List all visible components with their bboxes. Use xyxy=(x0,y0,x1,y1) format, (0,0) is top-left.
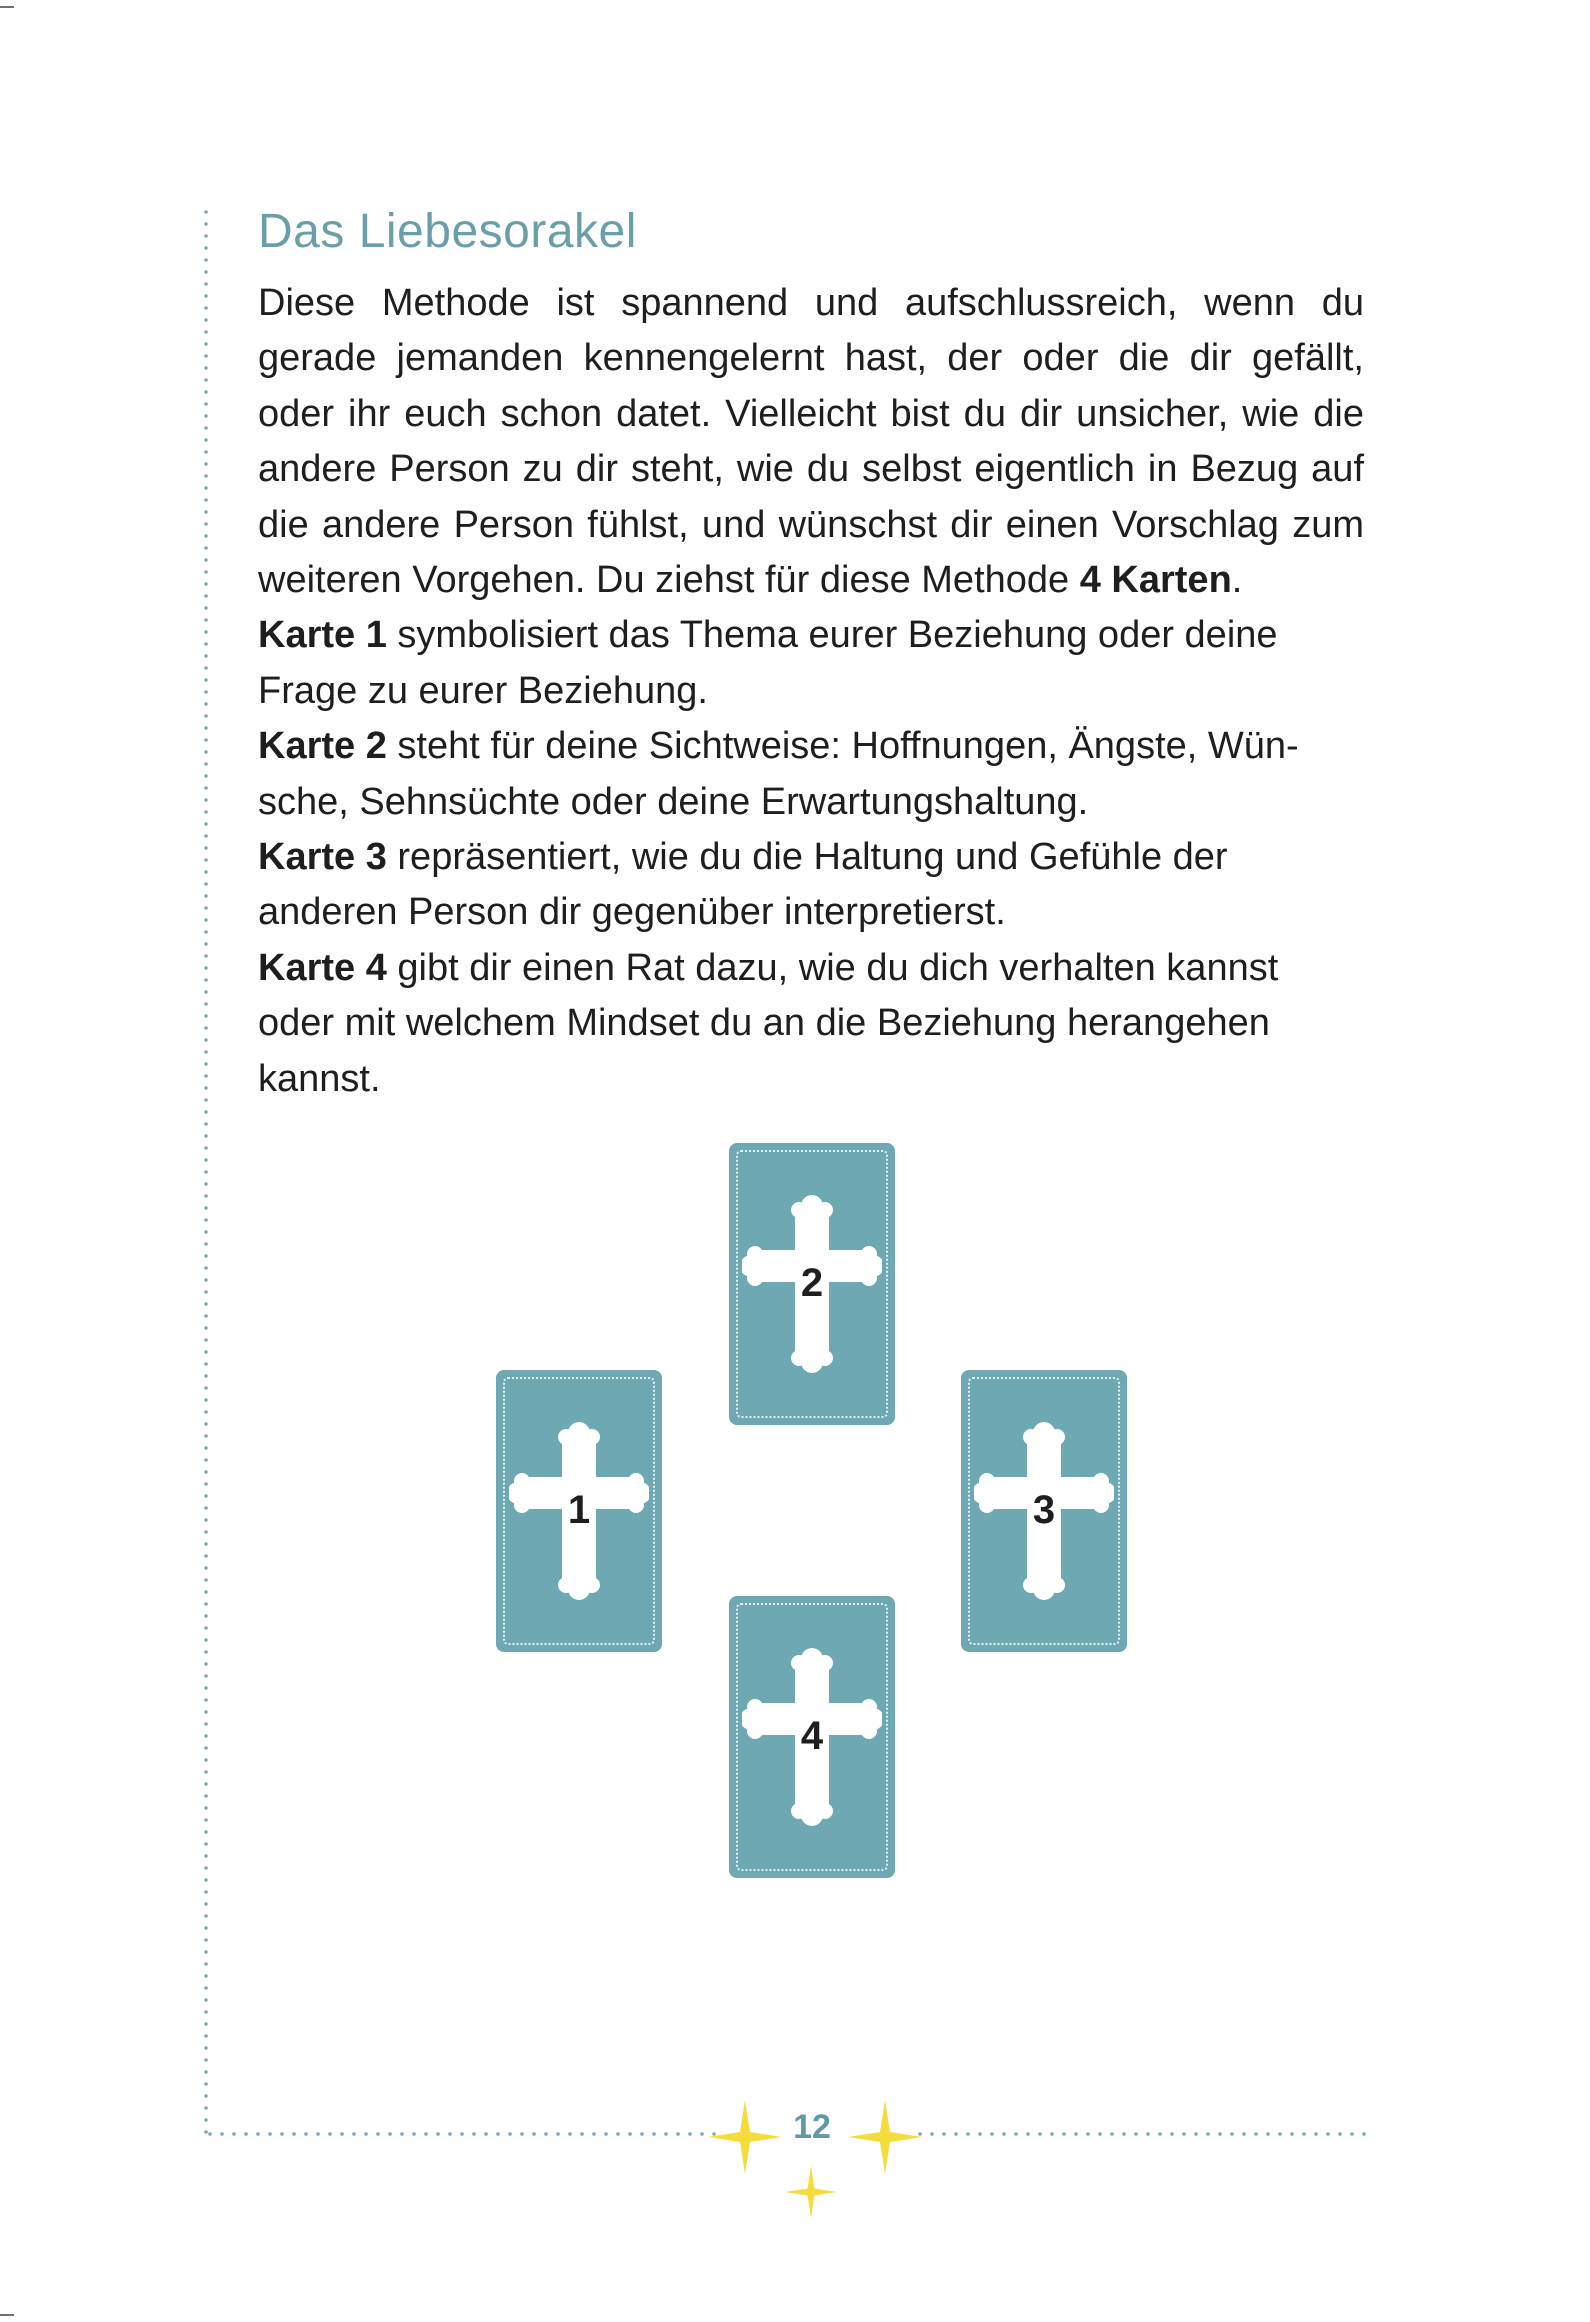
tarot-card-2 xyxy=(729,1143,895,1425)
dotted-border-bottom-left xyxy=(204,2132,718,2136)
card-description-4 xyxy=(258,941,1364,1107)
intro-text: Diese Methode ist spannend und aufschlussreich, wenn du gerade jemanden kennengelernt hast, der oder die dir gefällt, oder ihr euch schon datet. Vielleicht bist du dir unsicher, wie die andere Person zu dir steht, wie du selbst eigentlich in Bezug auf die andere Person fühlst, und wünschst dir einen Vorschlag zum weiteren Vorgehen. Du ziehst für diese Methode xyxy=(258,282,1364,602)
intro-end: . xyxy=(1231,559,1243,602)
card-label-2: Karte 2 xyxy=(258,725,387,768)
card-text-3: repräsentiert, wie du die Haltung und Gefühle der anderen Person dir gegenüber interpretierst. xyxy=(258,836,1228,934)
card-text-1: symbolisiert das Thema eurer Beziehung oder deine Frage zu eurer Beziehung. xyxy=(258,614,1278,712)
page-number: 12 xyxy=(793,2108,831,2146)
page-title: Das Liebesorakel xyxy=(258,205,637,258)
dotted-border-left xyxy=(204,206,208,2140)
crop-mark-bottom-left xyxy=(0,2314,14,2316)
intro-bold: 4 Karten xyxy=(1079,559,1232,602)
card-number: 1 xyxy=(567,1488,591,1532)
tarot-card-1 xyxy=(496,1370,662,1652)
dotted-border-bottom-right xyxy=(914,2132,1366,2136)
star-icon xyxy=(848,2100,922,2174)
card-label-1: Karte 1 xyxy=(258,614,387,657)
body-text xyxy=(258,276,1364,1107)
card-text-2: steht für deine Sichtweise: Hoffnungen, Ängste, Wünsche, Sehnsüchte oder deine Erwartungshaltung. xyxy=(258,725,1299,823)
card-description-3 xyxy=(258,830,1364,941)
tarot-card-4 xyxy=(729,1596,895,1878)
card-text-4: gibt dir einen Rat dazu, wie du dich verhalten kannst oder mit welchem Mindset du an die Beziehung herangehen kannst. xyxy=(258,946,1279,1100)
star-icon xyxy=(785,2166,837,2218)
tarot-card-3 xyxy=(961,1370,1127,1652)
card-number: 3 xyxy=(1032,1488,1056,1532)
card-description-1 xyxy=(258,608,1364,719)
card-number: 4 xyxy=(800,1714,824,1758)
intro-paragraph xyxy=(258,276,1364,608)
card-label-3: Karte 3 xyxy=(258,836,387,879)
card-number: 2 xyxy=(800,1261,824,1305)
crop-mark-top-left xyxy=(0,6,14,8)
star-icon xyxy=(708,2100,782,2174)
card-description-2 xyxy=(258,719,1364,830)
card-label-4: Karte 4 xyxy=(258,946,387,989)
